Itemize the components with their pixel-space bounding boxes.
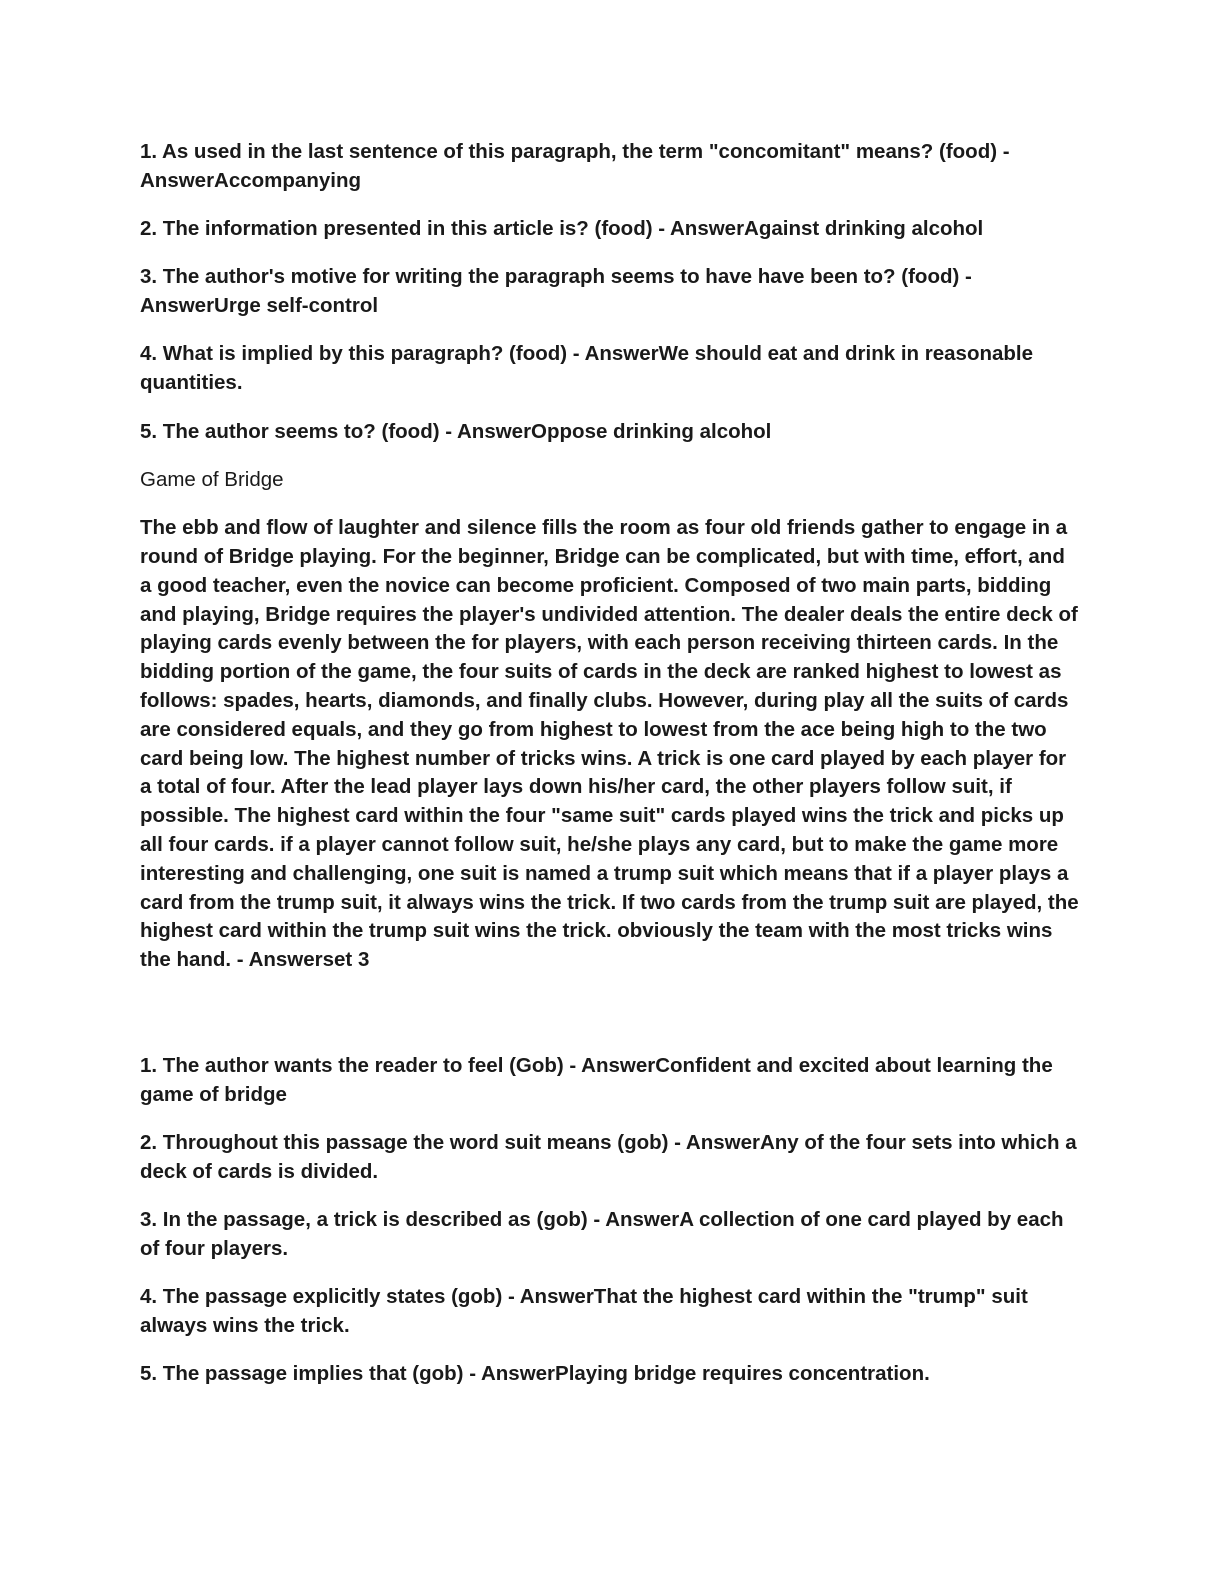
question-answer-item: 4. The passage explicitly states (gob) - AnswerThat the highest card within the "trump" suit always wins the trick.: [140, 1285, 1028, 1337]
question-answer-item: 1. As used in the last sentence of this paragraph, the term "concomitant" means? (food) - AnswerAccompanying: [140, 140, 1010, 192]
question-answer-item: 4. What is implied by this paragraph? (food) - AnswerWe should eat and drink in reasonable quantities.: [140, 342, 1034, 395]
question-answer-item: 5. The passage implies that (gob) - AnswerPlaying bridge requires concentration.: [140, 1362, 930, 1386]
passage-text: The ebb and flow of laughter and silence fills the room as four old friends gather to engage in a round of Bridge playing. For the beginner, Bridge can be complicated, but with time, effort, and a good teacher, even the novice can become proficient. Composed of two main parts, bidding and playing, Bridge requires the player's undivided attention. The dealer deals the entire deck of playing cards evenly between the for players, with each person receiving thirteen cards. In the bidding portion of the game, the four suits of cards in the deck are ranked highest to lowest as follows: spades, hearts, diamonds, and finally clubs. However, during play all the suits of cards are considered equals, and they go from highest to lowest from the ace being high to the two card being low. The highest number of tricks wins. A trick is one card played by each player for a total of four. After the lead player lays down his/her card, the other players follow suit, if possible. The highest card within the four "same suit" cards played wins the trick and picks up all four cards. if a player cannot follow suit, he/she plays any card, but to make the game more interesting and challenging, one suit is named a trump suit which means that if a player plays a card from the trump suit, it always wins the trick. If two cards from the trump suit are played, the highest card within the trump suit wins the trick. obviously the team with the most tricks wins the hand. - Answerset 3: [140, 516, 1079, 972]
document-page: [140, 138, 1080, 1409]
question-answer-item: 5. The author seems to? (food) - AnswerOppose drinking alcohol: [140, 419, 772, 443]
question-answer-item: 3. The author's motive for writing the paragraph seems to have have been to? (food) - AnswerUrge self-control: [140, 265, 972, 318]
question-answer-item: 3. In the passage, a trick is described as (gob) - AnswerA collection of one card played by each of four players.: [140, 1208, 1064, 1260]
question-answer-item: 1. The author wants the reader to feel (Gob) - AnswerConfident and excited about learning the game of bridge: [140, 1053, 1053, 1106]
section-heading: Game of Bridge: [140, 467, 284, 491]
spacer: [140, 975, 1080, 1052]
question-answer-item: 2. The information presented in this article is? (food) - AnswerAgainst drinking alcohol: [140, 217, 984, 241]
question-answer-item: 2. Throughout this passage the word suit means (gob) - AnswerAny of the four sets into which a deck of cards is divided.: [140, 1131, 1077, 1183]
